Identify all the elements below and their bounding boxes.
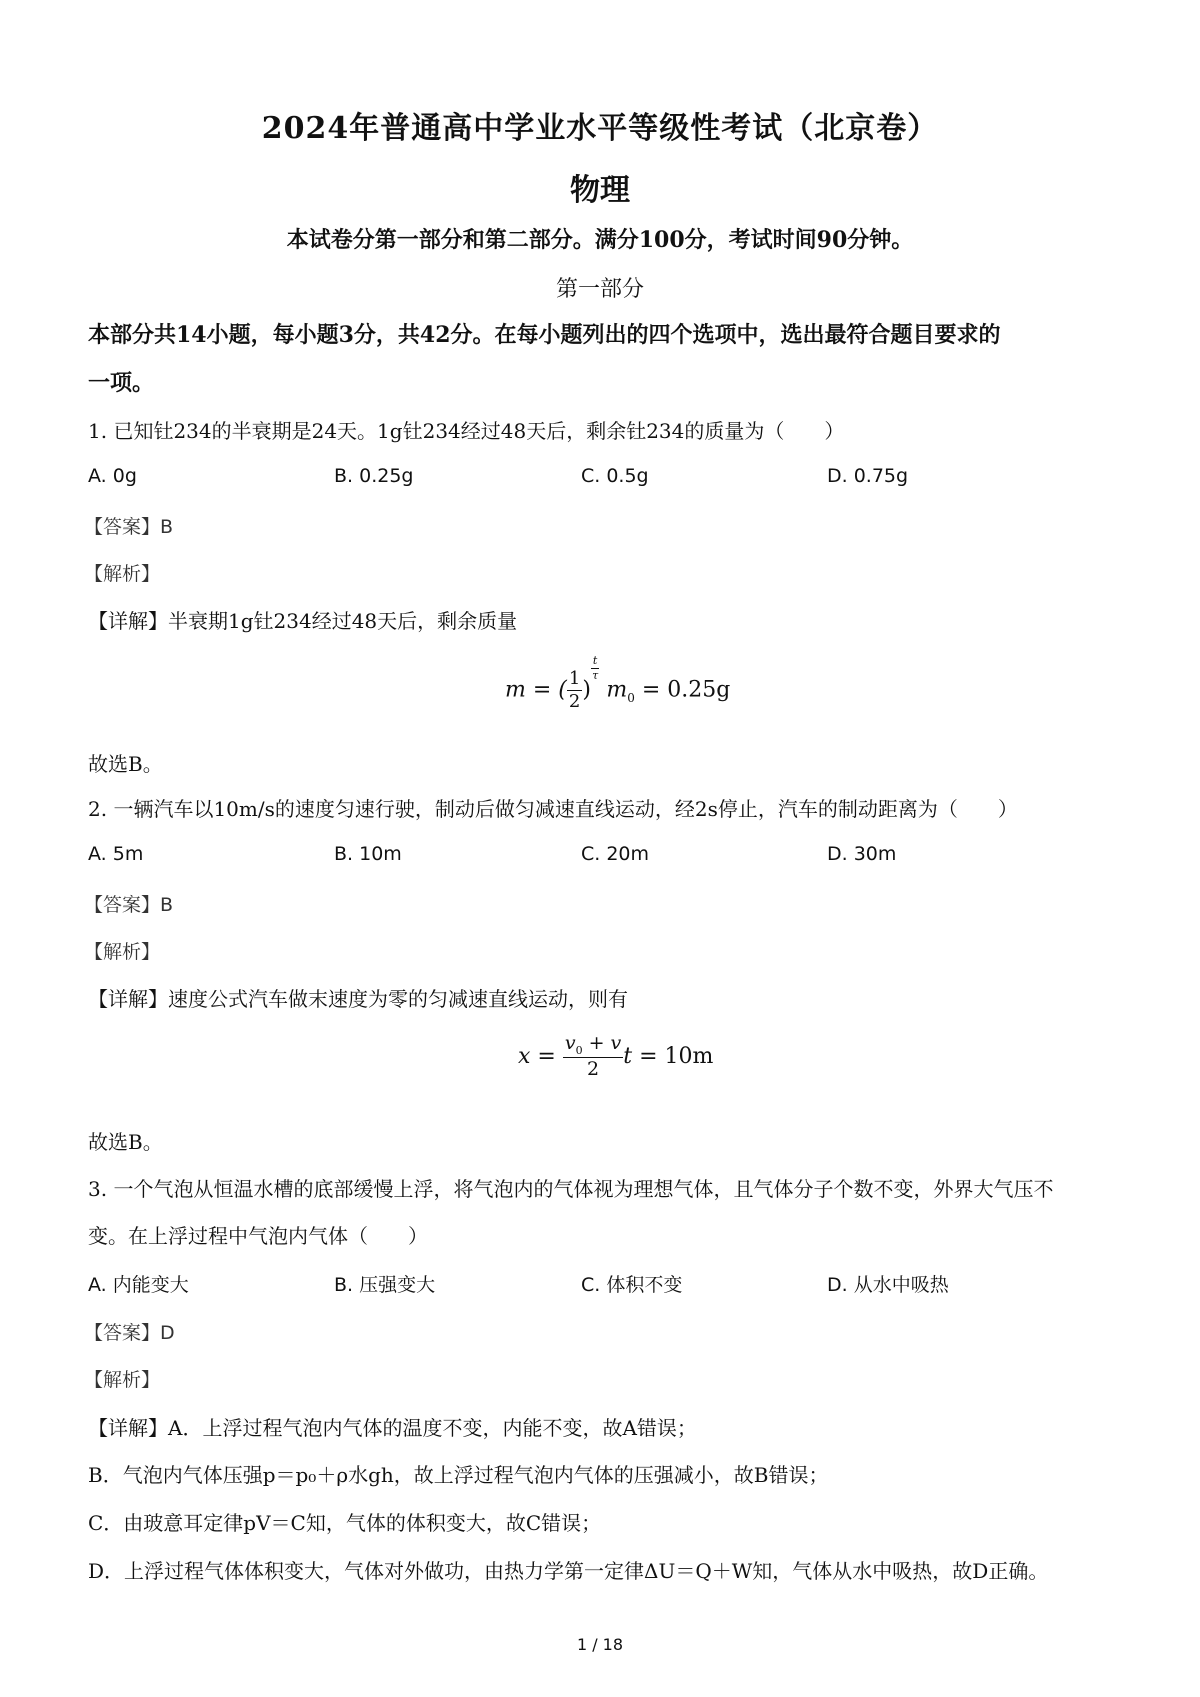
q1-eq-rhs: = 0.25g bbox=[634, 677, 731, 703]
q1-eq-lhs: m = ( bbox=[505, 677, 567, 703]
q2-option-b: B. 10m bbox=[334, 843, 402, 865]
q2-equation bbox=[518, 1033, 713, 1081]
q1-option-c: C. 0.5g bbox=[581, 465, 649, 487]
q1-detail: 【详解】半衰期1g钍234经过48天后，剩余质量 bbox=[88, 609, 518, 633]
q1-option-b: B. 0.25g bbox=[334, 465, 414, 487]
q1-option-a: A. 0g bbox=[88, 465, 137, 487]
q2-conclusion: 故选B。 bbox=[88, 1130, 163, 1154]
q2-eq-num bbox=[563, 1033, 623, 1058]
q2-option-d: D. 30m bbox=[827, 843, 897, 865]
q2-eq-fraction bbox=[563, 1033, 623, 1081]
q2-analysis-label: 【解析】 bbox=[84, 941, 161, 963]
q1-stem: 1. 已知钍234的半衰期是24天。1g钍234经过48天后，剩余钍234的质量为（ ） bbox=[88, 419, 845, 443]
exam-title: 2024年普通高中学业水平等级性考试（北京卷） bbox=[261, 111, 939, 146]
part-title: 第一部分 bbox=[555, 277, 644, 302]
q3-option-c: C. 体积不变 bbox=[581, 1274, 683, 1296]
q3-answer: 【答案】D bbox=[84, 1322, 175, 1344]
q2-eq-den: 2 bbox=[587, 1058, 600, 1081]
q3-analysis-label: 【解析】 bbox=[84, 1369, 161, 1391]
q1-eq-fraction bbox=[567, 669, 582, 712]
q2-option-a: A. 5m bbox=[88, 843, 144, 865]
q1-equation bbox=[505, 655, 730, 712]
q1-eq-m0-sub: 0 bbox=[627, 691, 635, 706]
q3-option-b: B. 压强变大 bbox=[334, 1274, 436, 1296]
q2-eq-rhs: = 10m bbox=[632, 1044, 714, 1070]
exam-notice: 本试卷分第一部分和第二部分。满分100分，考试时间90分钟。 bbox=[286, 227, 914, 253]
q3-detail-b: B．气泡内气体压强p＝p₀＋ρ水gh，故上浮过程气泡内气体的压强减小，故B错误； bbox=[88, 1463, 829, 1487]
subject-title: 物理 bbox=[570, 173, 630, 208]
q1-conclusion: 故选B。 bbox=[88, 752, 163, 776]
q2-option-c: C. 20m bbox=[581, 843, 650, 865]
q1-eq-m0: m bbox=[606, 677, 628, 703]
q1-analysis-label: 【解析】 bbox=[84, 563, 161, 585]
q1-eq-num: 1 bbox=[568, 668, 581, 689]
q2-eq-num-sub: 0 bbox=[575, 1043, 583, 1057]
q3-stem-line-2: 变。在上浮过程中气泡内气体（ ） bbox=[88, 1224, 428, 1248]
q2-eq-num-rest: + v bbox=[582, 1032, 622, 1054]
q2-answer: 【答案】B bbox=[84, 894, 174, 916]
q2-detail: 【详解】速度公式汽车做末速度为零的匀减速直线运动，则有 bbox=[88, 987, 628, 1011]
q1-eq-exp-den: τ bbox=[592, 668, 599, 682]
q1-answer: 【答案】B bbox=[84, 516, 174, 538]
q3-detail-c: C．由玻意耳定律pV＝C知，气体的体积变大，故C错误； bbox=[88, 1511, 602, 1535]
q3-option-a: A. 内能变大 bbox=[88, 1274, 189, 1296]
page-number: 1 / 18 bbox=[576, 1635, 624, 1654]
q3-stem-line-1: 3. 一个气泡从恒温水槽的底部缓慢上浮，将气泡内的气体视为理想气体，且气体分子个数不变，外界大气压不 bbox=[88, 1177, 1054, 1201]
instructions-line-1: 本部分共14小题，每小题3分，共42分。在每小题列出的四个选项中，选出最符合题目要求的 bbox=[88, 322, 1001, 348]
q3-detail-a: 【详解】A．上浮过程气泡内气体的温度不变，内能不变，故A错误； bbox=[88, 1416, 697, 1440]
q1-eq-exponent bbox=[591, 655, 599, 682]
q3-detail-d: D．上浮过程气体体积变大，气体对外做功，由热力学第一定律ΔU＝Q＋W知，气体从水中吸热，故D正确。 bbox=[88, 1559, 1049, 1583]
q1-eq-rparen: ) bbox=[582, 677, 591, 703]
q1-eq-exp-num: t bbox=[592, 654, 598, 667]
q2-eq-t: t bbox=[623, 1044, 633, 1070]
q1-eq-den: 2 bbox=[568, 690, 581, 712]
q2-stem: 2. 一辆汽车以10m/s的速度匀速行驶，制动后做匀减速直线运动，经2s停止，汽车的制动距离为（ ） bbox=[88, 797, 1018, 821]
q3-option-d: D. 从水中吸热 bbox=[827, 1274, 949, 1296]
q2-eq-lhs: x = bbox=[518, 1044, 563, 1070]
instructions-line-2: 一项。 bbox=[88, 370, 155, 396]
q1-option-d: D. 0.75g bbox=[827, 465, 909, 487]
q2-eq-num-v: v bbox=[564, 1032, 576, 1054]
